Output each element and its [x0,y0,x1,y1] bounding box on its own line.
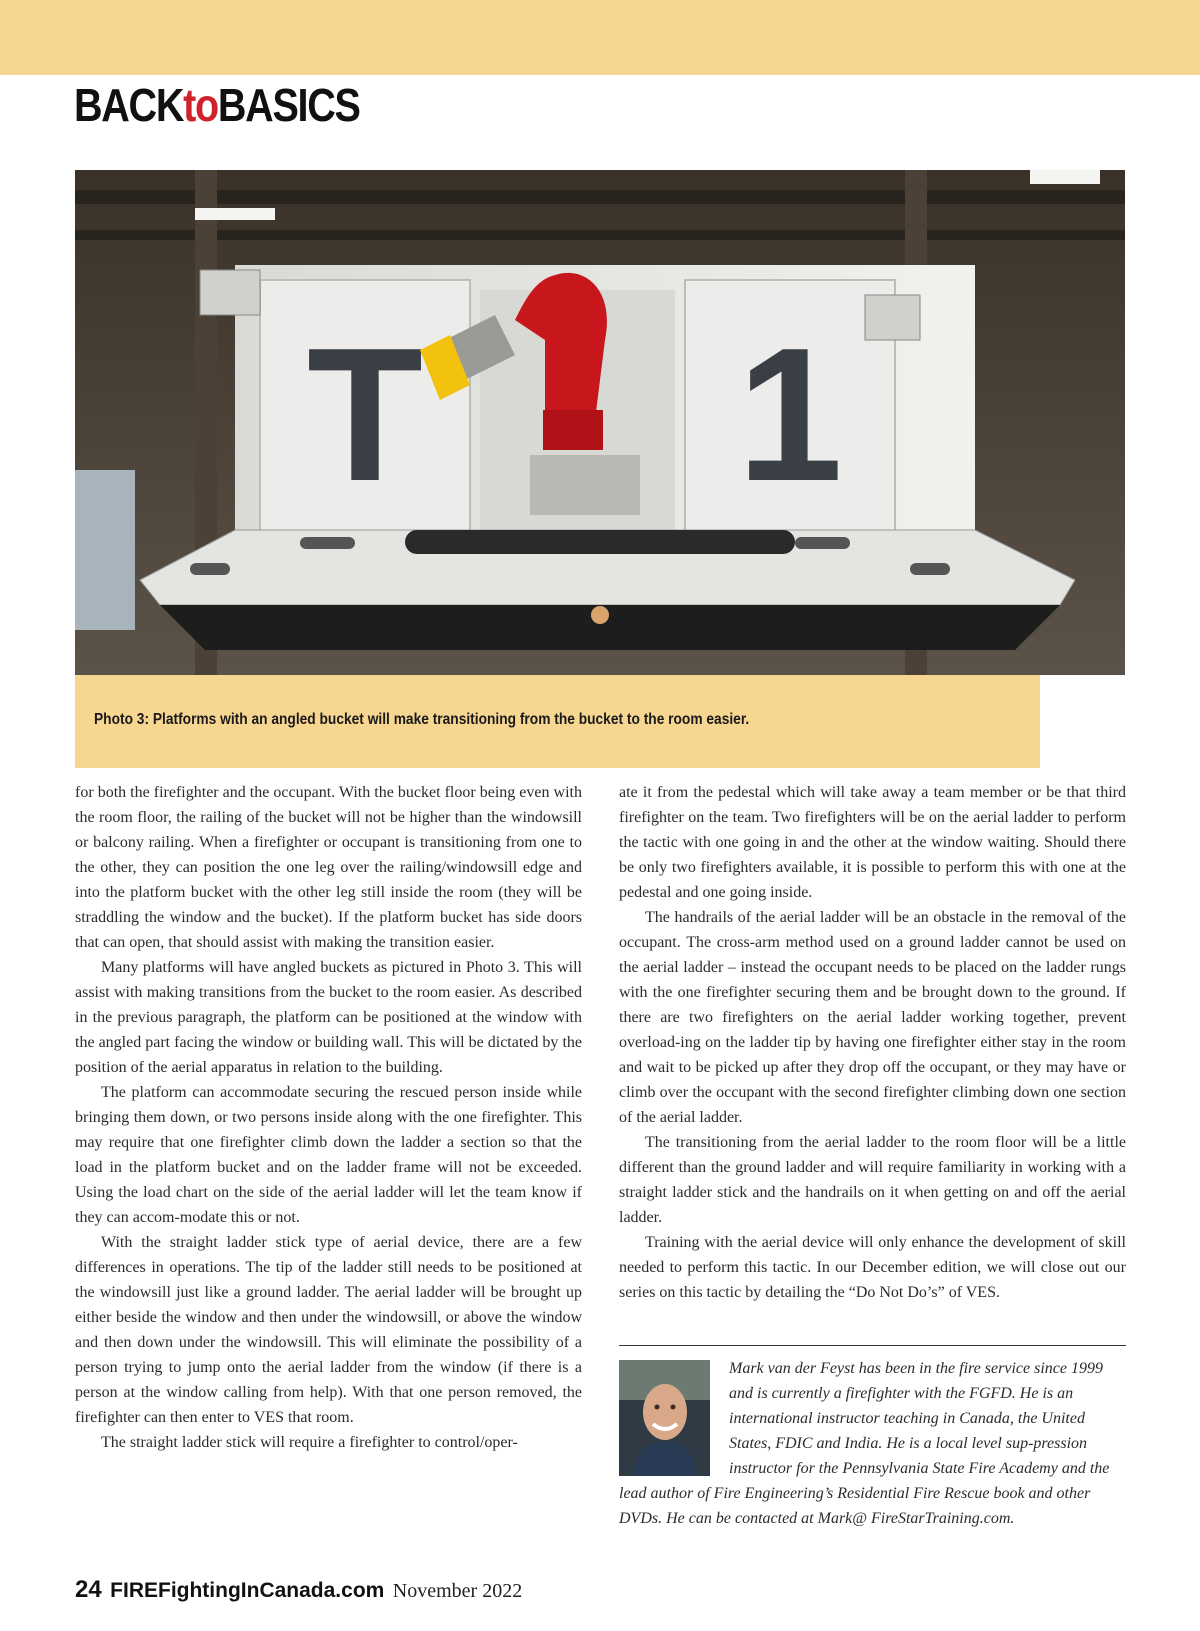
top-color-band [0,0,1200,75]
page-footer [75,1576,522,1604]
section-title-basics: BASICS [217,79,360,131]
panel-letter-left: T [306,309,424,521]
scene-light-left [200,270,260,315]
ceiling-light [195,208,275,220]
platform-bucket-illustration [75,170,1125,675]
bucket-underside [160,605,1060,650]
paragraph: Many platforms will have angled buckets as pictured in Photo 3. This will assist with making transitions from the bucket to the room easier. As described in the previous paragraph, the platform can be positioned at the window with the angled part facing the window or building wall. This will be dictated by the position of the aerial apparatus in relation to the building. [75,959,582,1076]
section-title [74,78,360,132]
paragraph: Training with the aerial device will only enhance the development of skill needed to perform this tactic. In our December edition, we will close out our series on this tactic by detailing the “Do Not Do’s” of VES. [619,1234,1126,1301]
bio-divider [619,1345,1126,1346]
monitor-base [530,455,640,515]
photo-caption-box [75,675,1040,768]
author-bio-text: Mark van der Feyst has been in the fire service since 1999 and is currently a firefighter with the FGFD. He is an international instructor teaching in Canada, the United States, FDIC and India. He is a local level sup-pression instructor for the Pennsylvania State Fire Academy and the lead author of Fire Engineering’s Residential Fire Rescue book and other DVDs. He can be contacted at Mark@ FireStarTraining.com. [619,1360,1110,1527]
ceiling-beam [75,230,1125,240]
paragraph: for both the firefighter and the occupant. With the bucket floor being even with the room floor, the railing of the bucket will not be higher than the windowsill or balcony railing. When a firefighter or occupant is transitioning from one to the other, they can position the one leg over the railing/windowsill edge and into the platform bucket with the other leg still inside the room (they will be straddling the window and the bucket). If the platform bucket has side doors that can open, that should assist with making the transition easier. [75,784,582,951]
author-bio [619,1356,1126,1531]
footer-website: FIREFightingInCanada.com [110,1579,385,1602]
section-title-back: BACK [74,79,184,131]
ceiling-light [1030,170,1100,184]
marker-light [300,537,355,549]
underside-light [591,606,609,624]
article-photo [75,170,1125,675]
marker-light [910,563,950,575]
water-monitor-body [543,410,603,450]
article-column-right [619,780,1126,1305]
scene-light-right [865,295,920,340]
marker-light [190,563,230,575]
section-title-to: to [183,79,218,131]
paragraph: With the straight ladder stick type of aerial device, there are a few differences in operations. The tip of the ladder still needs to be positioned at the windowsill just like a ground ladder. The aerial ladder will be brought up either beside the window and then under the windowsill, or above the window and then down under the windowsill. This will eliminate the possibility of a person trying to jump onto the aerial ladder from the window (if there is a person at the window calling from help). With that one person removed, the firefighter can then enter to VES that room. [75,1234,582,1426]
page-number: 24 [75,1576,102,1603]
ceiling-beam [75,190,1125,204]
garage-window [75,470,135,630]
paragraph: ate it from the pedestal which will take away a team member or be that third firefighter on the team. Two firefighters will be on the aerial ladder to perform the tactic with one going in and the other at the window waiting. Should there be only two firefighters available, it is possible to perform this with one at the pedestal and one going inside. [619,784,1126,901]
photo-caption: Photo 3: Platforms with an angled bucket will make transitioning from the bucket to the room easier. [94,711,750,728]
panel-letter-right: 1 [737,309,843,521]
bucket-handrail [405,530,795,554]
paragraph: The platform can accommodate securing the rescued person inside while bringing them down, or two persons inside along with the one firefighter. This may require that one firefighter climb down the ladder a section so that the load in the platform bucket and on the ladder frame will not be exceeded. Using the load chart on the side of the aerial ladder will let the team know if they can accom-modate this or not. [75,1084,582,1226]
marker-light [795,537,850,549]
article-column-left [75,780,582,1455]
footer-issue-date: November 2022 [392,1580,523,1602]
paragraph: The handrails of the aerial ladder will be an obstacle in the removal of the occupant. The cross-arm method used on a ground ladder cannot be used on the aerial ladder – instead the occupant needs to be placed on the ladder rungs with the one firefighter securing them and be brought down to the ground. If there are two firefighters on the aerial ladder working together, prevent overload-ing on the ladder tip by having one firefighter either stay in the room and wait to be picked up after they drop off the occupant, or they may have or climb over the occupant with the second firefighter climbing down one section of the aerial ladder. [619,909,1126,1126]
paragraph: The straight ladder stick will require a firefighter to control/oper- [101,1434,518,1451]
paragraph: The transitioning from the aerial ladder to the room floor will be a little different than the ground ladder and will require familiarity in working with a straight ladder stick and the handrails on it when getting on and off the aerial ladder. [619,1134,1126,1226]
